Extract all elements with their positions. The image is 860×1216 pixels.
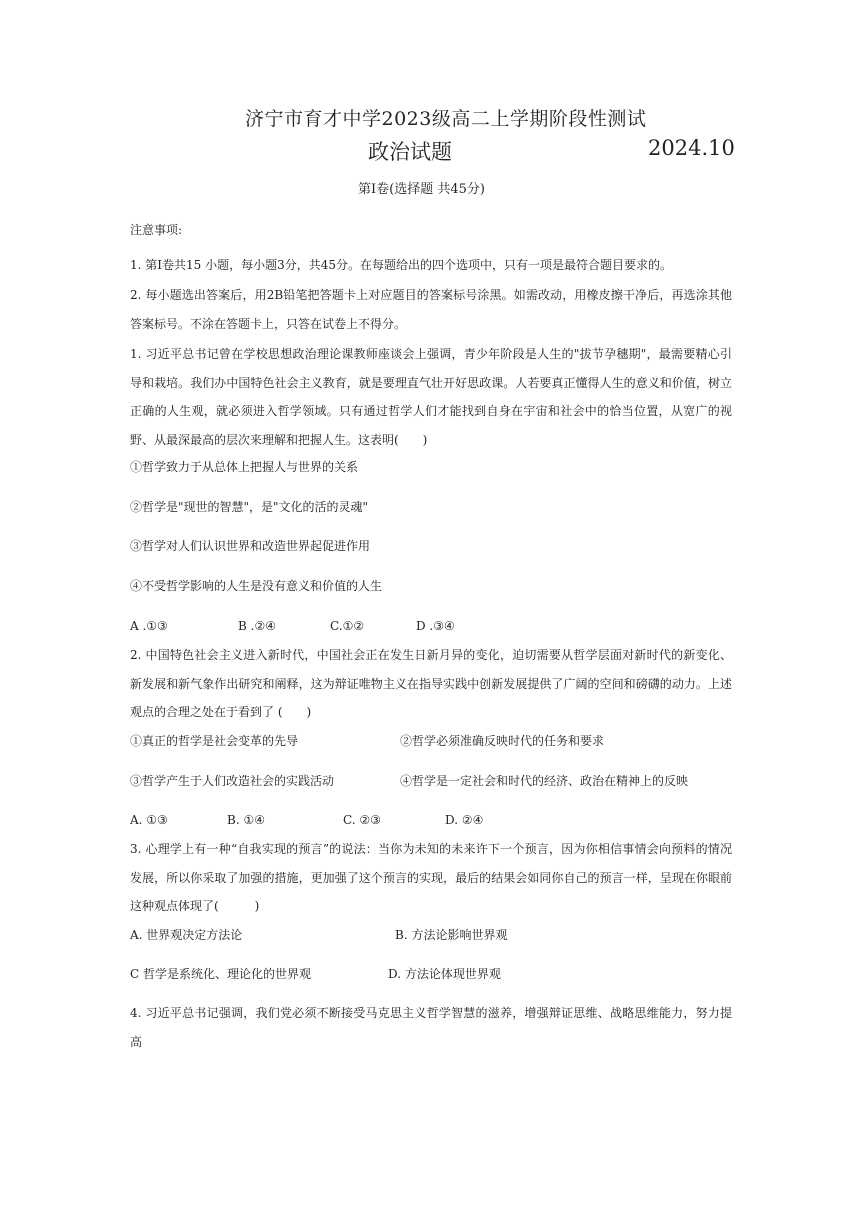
question-1-option-a[interactable]: A .①③ (130, 619, 168, 633)
question-1-option-b[interactable]: B .②④ (238, 619, 276, 633)
question-2-option-d[interactable]: D. ②④ (445, 813, 484, 827)
question-2-statement-4: ④哲学是一定社会和时代的经济、政治在精神上的反映 (400, 774, 689, 788)
notice-item-1: 1. 第Ⅰ卷共15 小题，每小题3分，共45分。在每题给出的四个选项中，只有一项是最符合题目要求的。 (130, 258, 672, 272)
question-3-option-c[interactable]: C 哲学是系统化、理论化的世界观 (130, 967, 311, 981)
question-3-option-b[interactable]: B. 方法论影响世界观 (395, 928, 508, 942)
question-1-statement-4: ④不受哲学影响的人生是没有意义和价值的人生 (130, 579, 383, 593)
exam-title: 济宁市育才中学2023级高二上学期阶段性测试 (245, 108, 647, 130)
question-1-statement-3: ③哲学对人们认识世界和改造世界起促进作用 (130, 539, 371, 553)
exam-date: 2024.10 (648, 136, 735, 160)
question-2-option-a[interactable]: A. ①③ (130, 813, 168, 827)
question-1-option-c[interactable]: C.①② (330, 619, 365, 633)
question-3-option-d[interactable]: D. 方法论体现世界观 (388, 967, 501, 981)
notice-heading: 注意事项: (130, 223, 183, 237)
question-1-statement-2: ②哲学是"现世的智慧"，是"文化的活的灵魂" (130, 500, 369, 514)
question-4-stem: 4. 习近平总书记强调，我们党必须不断接受马克思主义哲学智慧的滋养，增强辩证思维、战略思维能力，努力提高 (130, 1006, 732, 1049)
exam-subtitle: 政治试题 (368, 140, 452, 164)
question-2-statement-3: ③哲学产生于人们改造社会的实践活动 (130, 774, 335, 788)
question-1-statement-1: ①哲学致力于从总体上把握人与世界的关系 (130, 460, 359, 474)
question-1-stem: 1. 习近平总书记曾在学校思想政治理论课教师座谈会上强调，青少年阶段是人生的"拔节孕穗期"，最需要精心引导和栽培。我们办中国特色社会主义教育，就是要理直气壮开好思政课。人若要真正懂得人生的意义和价值，树立正确的人生观，就必须进入哲学领域。只有通过哲学人们才能找到自身在宇宙和社会中的恰当位置，从宽广的视野、从最深最高的层次来理解和把握人生。这表明( ) (130, 347, 732, 447)
question-2-option-b[interactable]: B. ①④ (227, 813, 265, 827)
notice-item-2: 2. 每小题选出答案后，用2B铅笔把答题卡上对应题目的答案标号涂黑。如需改动，用橡皮擦干净后，再选涂其他答案标号。不涂在答题卡上，只答在试卷上不得分。 (130, 288, 732, 331)
question-2-stem: 2. 中国特色社会主义进入新时代，中国社会正在发生日新月异的变化，迫切需要从哲学层面对新时代的新变化、新发展和新气象作出研究和阐释，这为辩证唯物主义在指导实践中创新发展提供了广阔的空间和磅礴的动力。上述观点的合理之处在于看到了 ( ) (130, 648, 732, 719)
question-3-stem: 3. 心理学上有一种“自我实现的预言”的说法：当你为未知的未来许下一个预言，因为你相信事情会向预料的情况发展，所以你采取了加强的措施，更加强了这个预言的实现，最后的结果会如同你自己的预言一样，呈现在你眼前这种观点体现了( ) (130, 842, 732, 913)
question-3-option-a[interactable]: A. 世界观决定方法论 (130, 928, 243, 942)
question-1-option-d[interactable]: D .③④ (416, 619, 455, 633)
question-2-statement-1: ①真正的哲学是社会变革的先导 (130, 734, 299, 748)
question-2-option-c[interactable]: C. ②③ (343, 813, 381, 827)
question-2-statement-2: ②哲学必须准确反映时代的任务和要求 (400, 734, 605, 748)
section-title: 第Ⅰ卷(选择题 共45分) (358, 182, 485, 197)
